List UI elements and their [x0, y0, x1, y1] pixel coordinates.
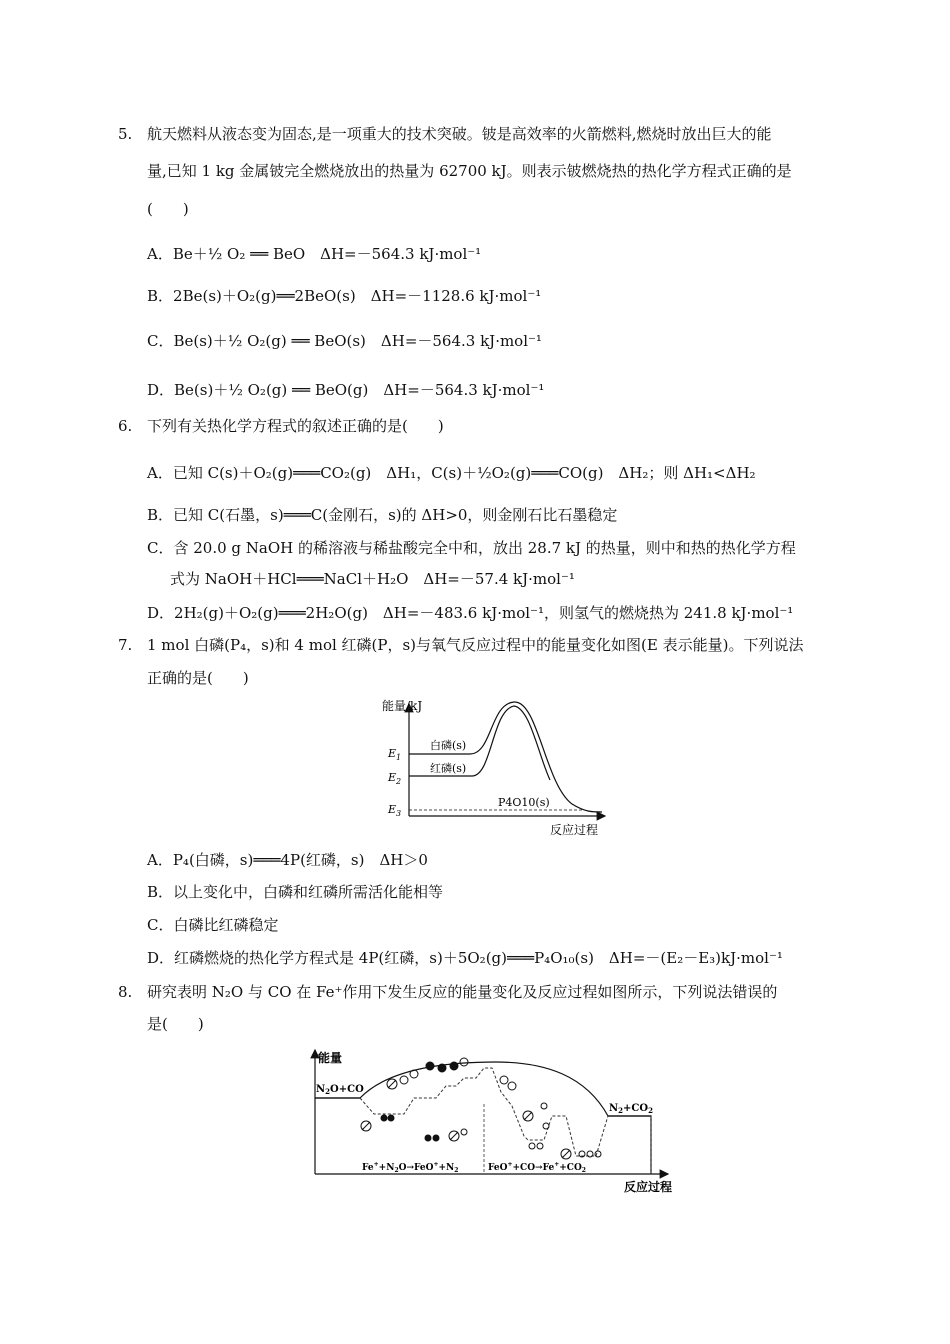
- q7-stem-line2: 正确的是( ): [147, 669, 249, 687]
- co-molecule-6: [433, 1135, 439, 1141]
- q8-stem-line1: 研究表明 N₂O 与 CO 在 Fe⁺作用下发生反应的能量变化及反应过程如图所示，下列说法错误的: [147, 983, 778, 1001]
- e2-label: $E_2$: [388, 771, 402, 786]
- o-atom-1: [461, 1129, 467, 1135]
- white-phosphorus-label: 白磷(s): [430, 739, 467, 752]
- q6-option-d[interactable]: D．2H₂(g)＋O₂(g)═══2H₂O(g) ΔH=－483.6 kJ·mol⁻¹，则氢气的燃烧热为 241.8 kJ·mol⁻¹: [147, 604, 794, 622]
- e3-label: $E_3$: [388, 803, 402, 818]
- q7-stem-line1: 1 mol 白磷(P₄，s)和 4 mol 红磷(P，s)与氧气反应过程中的能量变化如图(E 表示能量)。下列说法: [147, 636, 804, 654]
- co-molecule-3: [438, 1064, 446, 1072]
- co-molecule-5: [425, 1135, 431, 1141]
- q7-option-d[interactable]: D．红磷燃烧的热化学方程式是 4P(红磷，s)＋5O₂(g)═══P₄O₁₀(s) ΔH=－(E₂－E₃)kJ·mol⁻¹: [147, 949, 783, 967]
- q5-stem-line3: ( ): [147, 200, 189, 218]
- q5-option-d[interactable]: D．Be(s)＋½ O₂(g) ══ BeO(g) ΔH=－564.3 kJ·mol⁻¹: [147, 381, 545, 399]
- energy-profile: [315, 1062, 651, 1174]
- product-label: P4O10(s): [498, 796, 550, 809]
- q7-option-a[interactable]: A．P₄(白磷，s)═══4P(红磷，s) ΔH＞0: [147, 851, 428, 869]
- q7-option-c[interactable]: C．白磷比红磷稳定: [147, 916, 279, 934]
- n2o-molecule-3: [410, 1070, 418, 1078]
- co-molecule-4: [450, 1062, 458, 1070]
- q6-option-c[interactable]: C．含 20.0 g NaOH 的稀溶液与稀盐酸完全中和，放出 28.7 kJ 的热量，则中和热的热化学方程: [147, 539, 796, 557]
- e1-label: $E_1$: [388, 747, 402, 762]
- co2-molecule-2: [543, 1123, 549, 1129]
- co2-molecule-4: [537, 1143, 543, 1149]
- co2-molecule-3: [529, 1143, 535, 1149]
- co-molecule-1b: [388, 1115, 394, 1121]
- q6-option-a[interactable]: A．已知 C(s)＋O₂(g)═══CO₂(g) ΔH₁，C(s)＋½O₂(g)═══CO(g) ΔH₂；则 ΔH₁<ΔH₂: [147, 464, 756, 482]
- y-axis-label: 能量/kJ: [382, 699, 423, 713]
- q6-stem: 下列有关热化学方程式的叙述正确的是( ): [147, 417, 444, 435]
- step2-label: $FeO^++CO\to Fe^++CO_2$: [488, 1161, 586, 1174]
- end-label: $N_2+CO_2$: [609, 1103, 653, 1115]
- molecule-models: [361, 1058, 601, 1159]
- q5-option-b[interactable]: B．2Be(s)＋O₂(g)══2BeO(s) ΔH=－1128.6 kJ·mol⁻¹: [147, 287, 542, 305]
- co2-molecule-7: [595, 1151, 601, 1157]
- n2o-molecule-4: [460, 1058, 468, 1066]
- co2-molecule-6: [587, 1151, 593, 1157]
- q5-option-a[interactable]: A．Be＋½ O₂ ══ BeO ΔH=－564.3 kJ·mol⁻¹: [147, 245, 482, 263]
- red-phosphorus-label: 红磷(s): [430, 762, 467, 775]
- n2-molecule-2: [508, 1082, 516, 1090]
- q5-stem-line2: 量,已知 1 kg 金属铍完全燃烧放出的热量为 62700 kJ。则表示铍燃烧热的热化学方程式正确的是: [147, 162, 792, 180]
- fe-catalysis-energy-diagram: [296, 1046, 686, 1196]
- q7-number: 7.: [118, 636, 133, 654]
- y-axis-label: 能量: [318, 1051, 343, 1065]
- x-axis-label: 反应过程: [624, 1180, 673, 1194]
- step1-label: $Fe^++N_2O\to FeO^++N_2$: [362, 1161, 459, 1174]
- n2o-molecule-2: [400, 1076, 408, 1084]
- q5-option-c[interactable]: C．Be(s)＋½ O₂(g) ══ BeO(s) ΔH=－564.3 kJ·mol⁻¹: [147, 332, 542, 350]
- n2-molecule-1: [500, 1076, 508, 1084]
- co-molecule-2: [426, 1062, 434, 1070]
- co2-molecule-1: [541, 1103, 547, 1109]
- q8-number: 8.: [118, 983, 133, 1001]
- q6-option-c-cont: 式为 NaOH＋HCl═══NaCl＋H₂O ΔH=－57.4 kJ·mol⁻¹: [170, 570, 575, 588]
- x-axis-label: 反应过程: [550, 823, 599, 837]
- co-molecule-1: [381, 1115, 387, 1121]
- q8-stem-line2: 是( ): [147, 1015, 204, 1033]
- q7-option-b[interactable]: B．以上变化中，白磷和红磷所需活化能相等: [147, 883, 444, 901]
- q5-stem-line1: 航天燃料从液态变为固态,是一项重大的技术突破。铍是高效率的火箭燃料,燃烧时放出巨大的能: [147, 125, 772, 143]
- phosphorus-energy-diagram: [380, 694, 610, 844]
- q6-number: 6.: [118, 417, 133, 435]
- start-label: $N_2O+CO$: [316, 1084, 364, 1096]
- q6-option-b[interactable]: B．已知 C(石墨，s)═══C(金刚石，s)的 ΔH>0，则金刚石比石墨稳定: [147, 506, 618, 524]
- q5-number: 5.: [118, 125, 133, 143]
